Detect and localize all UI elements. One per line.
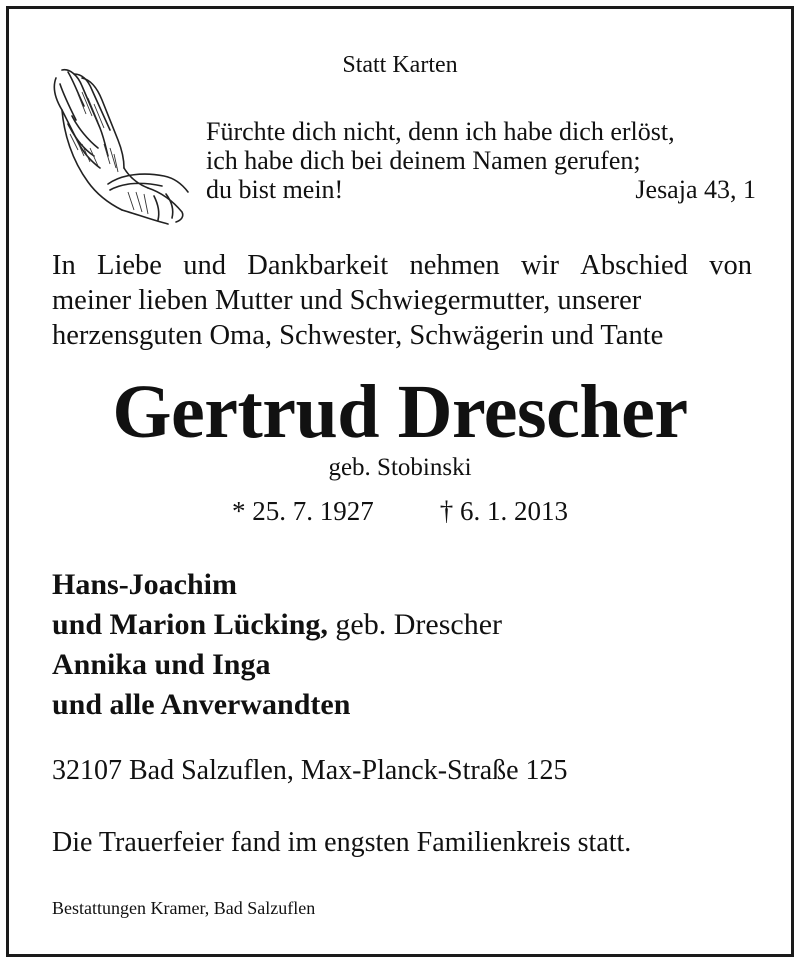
farewell-word: nehmen bbox=[409, 250, 500, 281]
funeral-note: Die Trauerfeier fand im engsten Familienkreis statt. bbox=[52, 827, 632, 858]
farewell-word: wir bbox=[520, 250, 559, 281]
bible-verse bbox=[206, 117, 756, 204]
farewell-word: Abschied bbox=[580, 250, 688, 281]
praying-hands-icon bbox=[48, 64, 190, 226]
mourners-list bbox=[52, 565, 502, 725]
farewell-line: herzensguten Oma, Schwester, Schwägerin und Tante bbox=[52, 320, 664, 351]
undertaker-credit: Bestattungen Kramer, Bad Salzuflen bbox=[52, 898, 316, 918]
statt-karten-heading: Statt Karten bbox=[342, 52, 458, 78]
verse-last-line bbox=[206, 175, 756, 204]
verse-line: Fürchte dich nicht, denn ich habe dich erlöst, bbox=[206, 117, 675, 146]
deceased-name: Gertrud Drescher bbox=[112, 370, 688, 454]
birth-date: * 25. 7. 1927 bbox=[232, 496, 374, 526]
farewell-word: von bbox=[709, 250, 752, 281]
address: 32107 Bad Salzuflen, Max-Planck-Straße 125 bbox=[52, 755, 568, 786]
mourner-name: Hans-Joachim bbox=[52, 568, 238, 601]
verse-line: ich habe dich bei deinem Namen gerufen; bbox=[206, 146, 641, 175]
mourner-line bbox=[52, 645, 502, 685]
mourner-name: und alle Anverwandten bbox=[52, 688, 351, 721]
maiden-name: geb. Stobinski bbox=[328, 454, 472, 481]
mourner-line bbox=[52, 565, 502, 605]
mourner-line bbox=[52, 605, 502, 645]
verse-line: du bist mein! bbox=[206, 175, 344, 204]
mourner-line bbox=[52, 685, 502, 725]
farewell-word: In bbox=[52, 250, 76, 281]
farewell-text bbox=[52, 248, 752, 353]
mourner-name: Annika und Inga bbox=[52, 648, 271, 681]
mourner-nee: geb. Drescher bbox=[327, 608, 503, 641]
life-dates bbox=[0, 496, 800, 527]
farewell-word: Dankbarkeit bbox=[247, 250, 389, 281]
death-date: † 6. 1. 2013 bbox=[439, 496, 568, 526]
farewell-line: meiner lieben Mutter und Schwiegermutter, unserer bbox=[52, 285, 642, 316]
mourner-name: und Marion Lücking, bbox=[52, 608, 328, 641]
farewell-word: Liebe bbox=[97, 250, 162, 281]
farewell-word: und bbox=[183, 250, 226, 281]
farewell-line bbox=[52, 248, 752, 283]
verse-reference: Jesaja 43, 1 bbox=[635, 175, 756, 204]
